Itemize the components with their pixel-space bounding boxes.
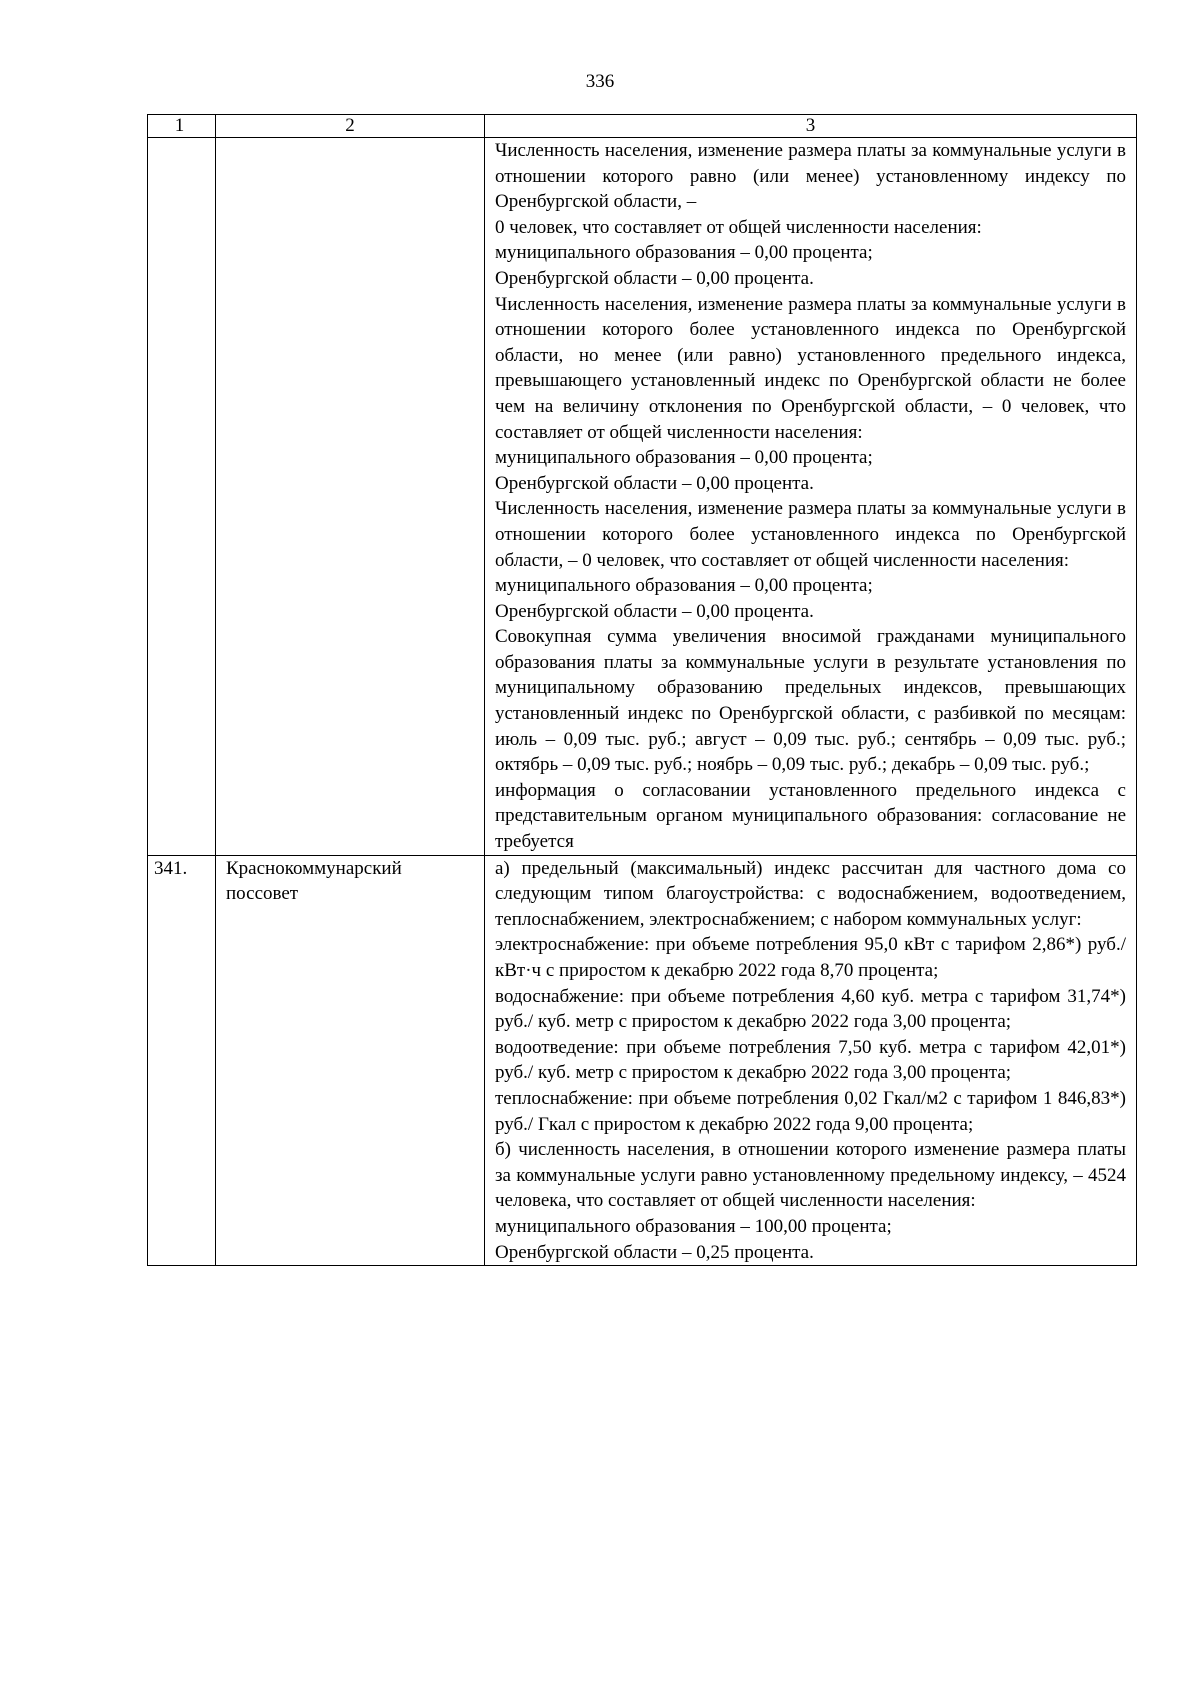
paragraph: водоотведение: при объеме потребления 7,50 куб. метра с тарифом 42,01*) руб./ куб. метр с приростом к декабрю 2022 года 3,00 процента; [495,1036,1126,1084]
row-number-cell: 341. [148,855,216,1266]
header-col-1: 1 [148,115,216,138]
document-table [147,114,1137,1266]
paragraph: Совокупная сумма увеличения вносимой гражданами муниципального образования платы за коммунальные услуги в результате установления по муниципальному образованию предельных индексов, превышающих установленный индекс по Оренбургской области, с разбивкой по месяцам: июль – 0,09 тыс. руб.; август – 0,09 тыс. руб.; сентябрь – 0,09 тыс. руб.; октябрь – 0,09 тыс. руб.; ноябрь – 0,09 тыс. руб.; декабрь – 0,09 тыс. руб.; [495,626,1126,776]
table-header-row [148,115,1137,138]
row-number-cell [148,138,216,856]
paragraph: информация о согласовании установленного предельного индекса с представительным органом муниципального образования: согласование не требуется [495,779,1126,853]
description-cell [485,138,1137,856]
paragraph: а) предельный (максимальный) индекс рассчитан для частного дома со следующим типом благоустройства: с водоснабжением, водоотведением, теплоснабжением, электроснабжением; с набором коммунальных услуг: [495,857,1126,930]
paragraph: Оренбургской области – 0,00 процента. [495,267,814,289]
paragraph: Численность населения, изменение размера платы за коммунальные услуги в отношении которого более установленного индекса по Оренбургской области, но менее (или равно) установленного предельного индекса, превышающего установленный индекс по Оренбургской области не более чем на величину отклонения по Оренбургской области, – 0 человек, что составляет от общей численности населения: [495,293,1126,443]
paragraph: муниципального образования – 100,00 процента; [495,1215,892,1237]
paragraph: электроснабжение: при объеме потребления 95,0 кВт с тарифом 2,86*) руб./кВт·ч с приростом к декабрю 2022 года 8,70 процента; [495,934,1126,981]
paragraph: Оренбургской области – 0,00 процента. [495,472,814,494]
header-col-2: 2 [216,115,485,138]
header-col-3: 3 [485,115,1137,138]
paragraph: Оренбургской области – 0,25 процента. [495,1241,814,1263]
paragraph: Численность населения, изменение размера платы за коммунальные услуги в отношении которого более установленного индекса по Оренбургской области, – 0 человек, что составляет от общей численности населения: [495,498,1126,571]
paragraph: б) численность населения, в отношении которого изменение размера платы за коммунальные услуги равно установленному предельному индексу, – 4524 человека, что составляет от общей численности населения: [495,1139,1126,1212]
paragraph: муниципального образования – 0,00 процента; [495,575,873,597]
paragraph: теплоснабжение: при объеме потребления 0,02 Гкал/м2 с тарифом 1 846,83*) руб./ Гкал с приростом к декабрю 2022 года 9,00 процента; [495,1087,1126,1135]
paragraph: муниципального образования – 0,00 процента; [495,242,873,264]
table-row [148,138,1137,856]
page-number: 336 [585,71,615,92]
paragraph: водоснабжение: при объеме потребления 4,60 куб. метра с тарифом 31,74*) руб./ куб. метр с приростом к декабрю 2022 года 3,00 процента; [495,985,1126,1033]
paragraph: Численность населения, изменение размера платы за коммунальные услуги в отношении которого равно (или менее) установленному индексу по Оренбургской области, – [495,140,1126,213]
paragraph: муниципального образования – 0,00 процента; [495,447,873,469]
municipality-name-cell: Краснокоммунарский поссовет [216,855,485,1266]
description-cell [485,855,1137,1266]
paragraph: Оренбургской области – 0,00 процента. [495,600,814,622]
paragraph: 0 человек, что составляет от общей численности населения: [495,216,982,238]
municipality-name-cell [216,138,485,856]
table-row [148,855,1137,1266]
